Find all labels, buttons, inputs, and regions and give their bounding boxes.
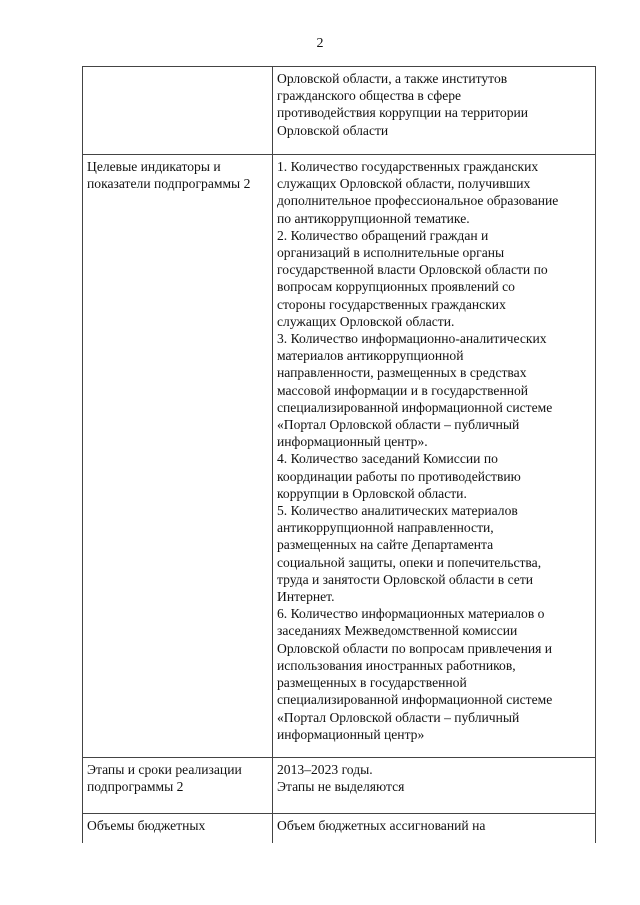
row-label: Объемы бюджетных xyxy=(87,818,206,833)
row-value-cell xyxy=(273,814,596,844)
table-row-stages-and-terms xyxy=(83,758,596,814)
row-value-cell xyxy=(273,758,596,814)
row-label-cell xyxy=(83,814,273,844)
row-label-cell xyxy=(83,758,273,814)
row-value: 1. Количество государственных гражданских служащих Орловской области, получивших дополнительное профессиональное образование по антикоррупционной тематике. 2. Количество обращений граждан и организаций в исполнительные органы государственной власти Орловской области по вопросам коррупционных проявлений со стороны государственных гражданских служащих Орловской области. 3. Количество информационно-аналитических материалов антикоррупционной направленности, размещенных в средствах массовой информации и в государственной специализированной информационной системе «Портал Орловской области – публичный информационный центр». 4. Количество заседаний Комиссии по координации работы по противодействию коррупции в Орловской области. 5. Количество аналитических материалов антикоррупционной направленности, размещенных на сайте Департамента социальной защиты, опеки и попечительства, труда и занятости Орловской области в сети Интернет. 6. Количество информационных материалов о заседаниях Межведомственной комиссии Орловской области по вопросам привлечения и использования иностранных работников, размещенных в государственной специализированной информационной системе «Портал Орловской области – публичный информационный центр» xyxy=(277,159,559,742)
row-label: Этапы и сроки реализации подпрограммы 2 xyxy=(87,762,242,795)
row-label-cell xyxy=(83,155,273,758)
table-row-continuation xyxy=(83,67,596,155)
row-label: Целевые индикаторы и показатели подпрограммы 2 xyxy=(87,159,251,192)
table-row-target-indicators xyxy=(83,155,596,758)
row-label-cell xyxy=(83,67,273,155)
table-row-budget-volumes xyxy=(83,814,596,844)
passport-table xyxy=(82,66,596,843)
row-value: Объем бюджетных ассигнований на xyxy=(277,818,486,833)
row-value: 2013–2023 годы. Этапы не выделяются xyxy=(277,762,405,795)
row-value-cell xyxy=(273,67,596,155)
row-value-cell xyxy=(273,155,596,758)
row-value: Орловской области, а также институтов гражданского общества в сфере противодействия коррупции на территории Орловской области xyxy=(277,71,529,138)
page-number: 2 xyxy=(316,36,324,51)
